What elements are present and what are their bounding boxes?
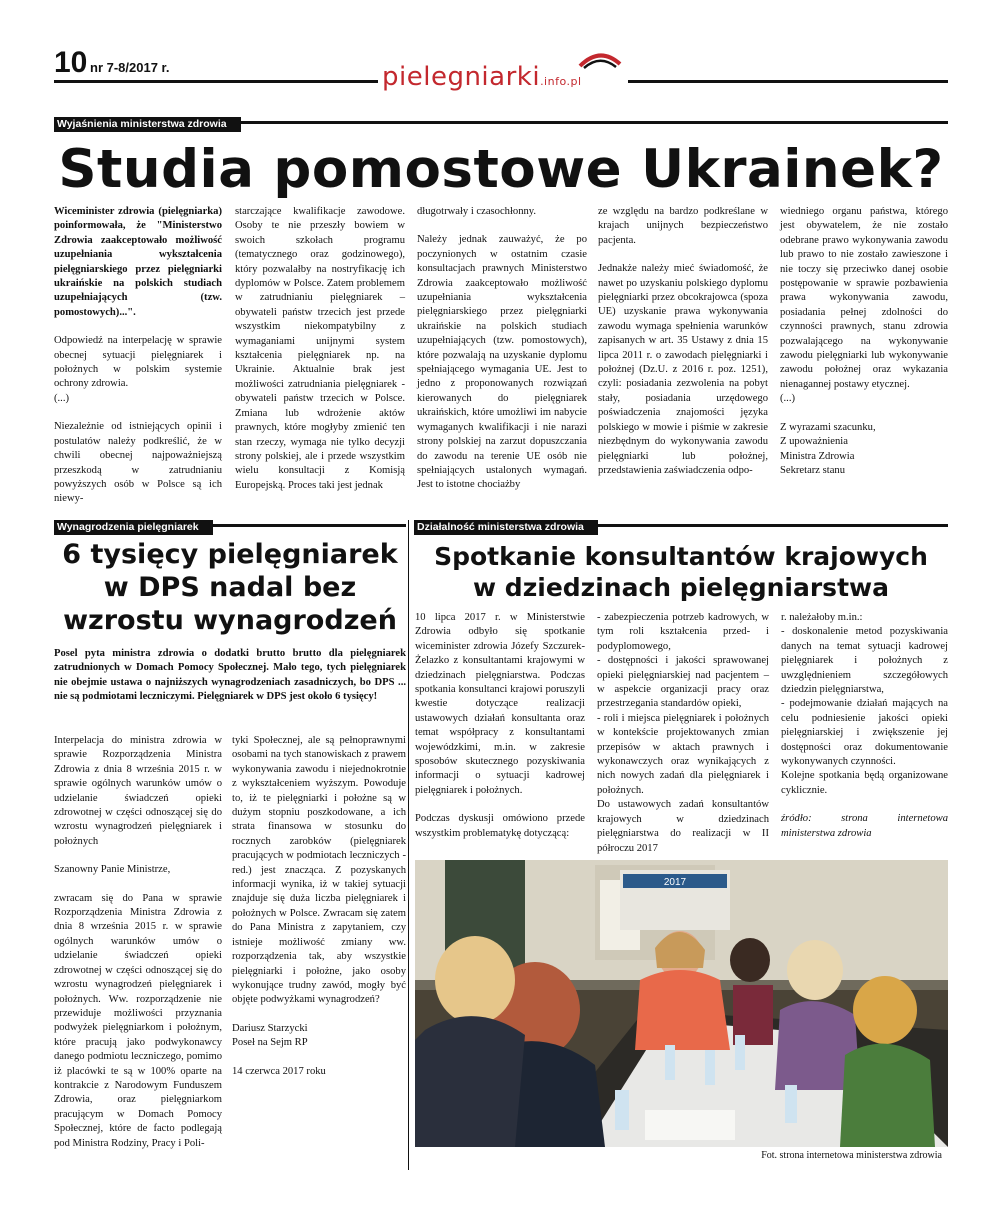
article1-column-3 <box>417 205 587 493</box>
paragraph: - zabezpieczenia potrzeb kadrowych, w tym roli kształcenia przed- i podyplomowego, <box>597 612 769 652</box>
paragraph: - dostępności i jakości sprawowanej opieki pielęgniarskiej nad pacjentem – w aspekcie organizacji pracy oraz przestrzegania standardów opieki, <box>597 655 769 710</box>
article-title <box>54 538 406 637</box>
photo-caption: Fot. strona internetowa ministerstwa zdrowia <box>761 1150 942 1161</box>
paragraph: (...) <box>54 392 70 404</box>
paragraph: Należy jednak zauważyć, że po poczynionych w ostatnim czasie konsultacjach prawnych Ministerstwo Zdrowia zaakceptowało możliwość uzupełniania wykształcenia pielęgniarskiego przez pielęgniarki ukraińskie na polskich studiach uzupełniających (tzw. pomostowych), które pozwalają na uzyskanie dyplomu spełniającego wymagania UE. Jest to jedno z proponowanych rozwiązań kierowanych do pielęgniarek ukraińskich, które umożliwi im nabycie wymaganych kwalifikacji i nie narazi strony polskiej na zarzut dopuszczania do zawodu na terenie UE osób nie spełniających ustalonych wymagań. Jest to istotne chociażby <box>417 234 587 491</box>
article3-column-2 <box>597 611 769 856</box>
paragraph: (...) <box>780 393 796 405</box>
issue-number: nr 7-8/2017 r. <box>90 60 170 75</box>
article-title: Studia pomostowe Ukrainek? <box>58 139 944 200</box>
section-label: Wynagrodzenia pielęgniarek <box>54 520 213 535</box>
paragraph: zwracam się do Pana w sprawie Rozporządzenia Ministra Zdrowia z dnia 8 września 2015 r. w sprawie ogólnych warunków umów o udzielanie świadczeń opieki zdrowotnej w części odnoszącej się do wzrostu wynagrodzeń pielęgniarek i położnych. Ww. rozporządzenie nie przewiduje możliwości przyznania podwyżek pielęgniarkom i położnym, które pracują jako podwykonawcy danego podmiotu leczniczego, pomimo iż placówki te są w 100% oparte na kontrakcie z Narodowym Funduszem Zdrowia, oraz pielęgniarkom pracującym w Domach Pomocy Społecznej, które de facto podlegają pod Ministra Rodziny, Pracy i Poli- <box>54 892 222 1149</box>
title-line: 6 tysięcy pielęgniarek <box>62 539 398 570</box>
logo-arc-icon <box>578 50 622 70</box>
paragraph: długotrwały i czasochłonny. <box>417 206 537 217</box>
calendar-year: 2017 <box>663 877 687 888</box>
signature-name: Dariusz Starzycki <box>232 1022 308 1034</box>
paragraph: - doskonalenie metod pozyskiwania danych na temat sytuacji kadrowej pielęgniarek i położnych z uwzględnieniem szczegółowych dziedzin pielęgniarstwa, <box>781 626 948 696</box>
paragraph: - roli i miejsca pielęgniarek i położnych w kontekście projektowanych zmian przepisów w aktach prawnych i wykonawczych oraz wynikających z nich nowych zadań dla pielęgniarek i położnych. <box>597 712 769 796</box>
logo-domain-text: .info.pl <box>540 75 582 88</box>
paragraph: Kolejne spotkania będą organizowane cyklicznie. <box>781 770 948 796</box>
signature-title: Poseł na Sejm RP <box>232 1037 308 1049</box>
article1-column-2 <box>235 205 405 493</box>
article1-column-1 <box>54 205 222 507</box>
paragraph: ze względu na bardzo podkreślane w krajach unijnych bezpieczeństwo pacjenta. <box>598 206 768 246</box>
article1-column-5 <box>780 205 948 478</box>
paragraph: - podejmowanie działań mających na celu podniesienie jakości opieki pielęgniarskiej i zwiększenie jej dostępności oraz dokumentowanie wykonywanych czynności. <box>781 698 948 768</box>
paragraph: tyki Społecznej, ale są pełnoprawnymi osobami na tych stanowiskach z prawem wykonywania zawodu i niejednokrotnie z wykształceniem wyższym. Powoduje to, iż te pielęgniarki i położne są w dużym stopniu poszkodowane, a ich strata finansowa w stosunku do rocznych zarobków (pielęgniarek pracujących w podmiotach leczniczych - red.) jest znacząca. Z pozyskanych informacji wynika, iż w takiej sytuacji znajduje się duża liczba pielęgniarek i położnych w Polsce. Zwracam się zatem do Pana Ministra z zapytaniem, czy istnieje możliwość zmiany ww. rozporządzenia tak, aby wszystkie pielęgniarki i położne, jako osoby wykonujące trudny zawód, mogły być objęte podwyżkami wynagrodzeń? <box>232 735 406 1006</box>
paragraph: Z wyrazami szacunku, <box>780 421 876 433</box>
section-label: Działalność ministerstwa zdrowia <box>414 520 598 535</box>
article2-column-2 <box>232 734 406 1079</box>
paragraph: r. należałoby m.in.: <box>781 612 863 623</box>
site-logo <box>378 48 628 98</box>
paragraph: Ministra Zdrowia <box>780 450 855 462</box>
title-line: wzrostu wynagrodzeń <box>63 605 397 636</box>
logo-main-text: pielegniarki <box>382 62 541 92</box>
paragraph: Odpowiedź na interpelację w sprawie obecnej sytuacji pielęgniarek i położnych w polskim systemie ochrony zdrowia. <box>54 335 222 390</box>
paragraph: Szanowny Panie Ministrze, <box>54 864 171 876</box>
article-date: 14 czerwca 2017 roku <box>232 1065 326 1077</box>
column-divider <box>408 520 409 1170</box>
page-number: 10 <box>54 46 88 79</box>
paragraph: Do ustawowych zadań konsultantów krajowych w dziedzinach pielęgniarstwa do realizacji w II półroczu 2017 <box>597 799 769 854</box>
paragraph: Sekretarz stanu <box>780 464 846 476</box>
paragraph: Z upoważnienia <box>780 436 848 448</box>
source-note: źródło: strona internetowa ministerstwa zdrowia <box>781 813 948 839</box>
title-line: w dziedzinach pielęgniarstwa <box>473 573 889 602</box>
paragraph: wiedniego organu państwa, którego jest obywatelem, że nie zostało odebrane prawo wykonywania zawodu lub prawo to nie zostało zawieszone i nie toczy się przeciwko danej osobie postępowanie w sprawie pozbawienia prawa wykonywania zawodu, posiadania pełnej zdolności do czynności prawnych, stanu zdrowia pozwalającego na wykonywanie zawodu pielęgniarki lub wykonywanie zawodu położnej oraz wykazania nienagannej postawy etycznej. <box>780 206 948 390</box>
paragraph: Jednakże należy mieć świadomość, że nawet po uzyskaniu polskiego dyplomu pielęgniarki przez obcokrajowca (spoza UE) uzyskanie prawa wykonywania zawodu wymaga spełnienia warunków zapisanych w art. 35 Ustawy z dnia 15 lipca 2011 r. o zawodach pielęgniarki i położnej (Dz.U. z 2016 r. poz. 1251), czyli: posiadania zezwolenia na pobyt stały, posiadania urzędowego poświadczenia znajomości języka polskiego w mowie i piśmie w zakresie niezbędnym do wykonywania zawodu pielęgniarki lub położnej, przedstawienia zaświadczenia odpo- <box>598 263 768 476</box>
meeting-photo <box>415 860 948 1147</box>
article3-column-3 <box>781 611 948 841</box>
meeting-photo-illustration <box>415 860 948 1147</box>
article1-lead: Wiceminister zdrowia (pielęgniarka) poinformowała, że "Ministerstwo Zdrowia zaakceptowało możliwość uzupełniania wykształcenia pielęgniarskiego przez pielęgniarki ukraińskie na polskich studiach uzupełniających (tzw. pomostowych)...". <box>54 206 222 318</box>
paragraph: Podczas dyskusji omówiono przede wszystkim problematykę dotyczącą: <box>415 813 585 839</box>
article1-column-4 <box>598 205 768 478</box>
title-line: w DPS nadal bez <box>103 572 357 603</box>
article-title <box>414 541 948 603</box>
article2-column-1 <box>54 734 222 1151</box>
article2-lead: Posel pyta ministra zdrowia o dodatki brutto brutto dla pielęgniarek zatrudnionych w Domach Pomocy Społecznej. Mało tego, tych pielęgniarek nie obejmie ustawa o najniższych wynagrodzeniach zasadniczych, bo DPS ... nie są podmiotami leczniczymi. Pielęgniarek w DPS jest około 6 tysięcy! <box>54 648 406 703</box>
title-line: Spotkanie konsultantów krajowych <box>434 542 928 571</box>
paragraph: Interpelacja do ministra zdrowia w sprawie Rozporządzenia Ministra Zdrowia z dnia 8 września 2015 r. w sprawie ogólnych warunków umów o udzielanie świadczeń opieki zdrowotnej w części odnoszącej się do wzrostu wynagrodzeń pielęgniarek i położnych <box>54 735 222 847</box>
paragraph: Niezależnie od istniejących opinii i postulatów należy podkreślić, że w chwili obecnej najpoważniejszą przeszkodą w zatrudnianiu powyższych osób w Polsce są ich niewy- <box>54 421 222 505</box>
section-label: Wyjaśnienia ministerstwa zdrowia <box>54 117 241 132</box>
article3-column-1 <box>415 611 585 841</box>
paragraph: 10 lipca 2017 r. w Ministerstwie Zdrowia odbyło się spotkanie wiceminister zdrowia Józefy Szczurek-Żelazko z konsultantami krajowymi w dziedzinach pielęgniarstwa. Podczas spotkania konsultanci krajowi poruszyli kwestie dotyczące realizacji ustawowych działań konsultanta oraz temat współpracy z konsultantami wojewódzkimi, m.in. w zakresie sposobów skutecznego pozyskiwania informacji o sytuacji kadrowej pielęgniarek i położnych. <box>415 612 585 796</box>
paragraph: starczające kwalifikacje zawodowe. Osoby te nie przeszły bowiem w swoich szkołach programu (tematycznego oraz godzinowego), który pozwalałby na nostryfikację ich dyplomów w Polsce. Zatem problemem w zatrudnianiu pielęgniarek – obywateli państw trzecich jest przede wszystkim niekompatybilny z wymaganiami unijnymi system kształcenia pielęgniarek np. na Ukrainie. Aktualnie brak jest możliwości zatrudniania pielęgniarek - obywateli państw trzecich w Polsce. Zmiana lub wdrożenie aktów prawnych, które mogłyby zmienić ten stan rzeczy, wymaga nie tylko decyzji strony polskiej, ale i przede wszystkim wielu konsultacji z Komisją Europejską. Proces taki jest jednak <box>235 206 405 491</box>
